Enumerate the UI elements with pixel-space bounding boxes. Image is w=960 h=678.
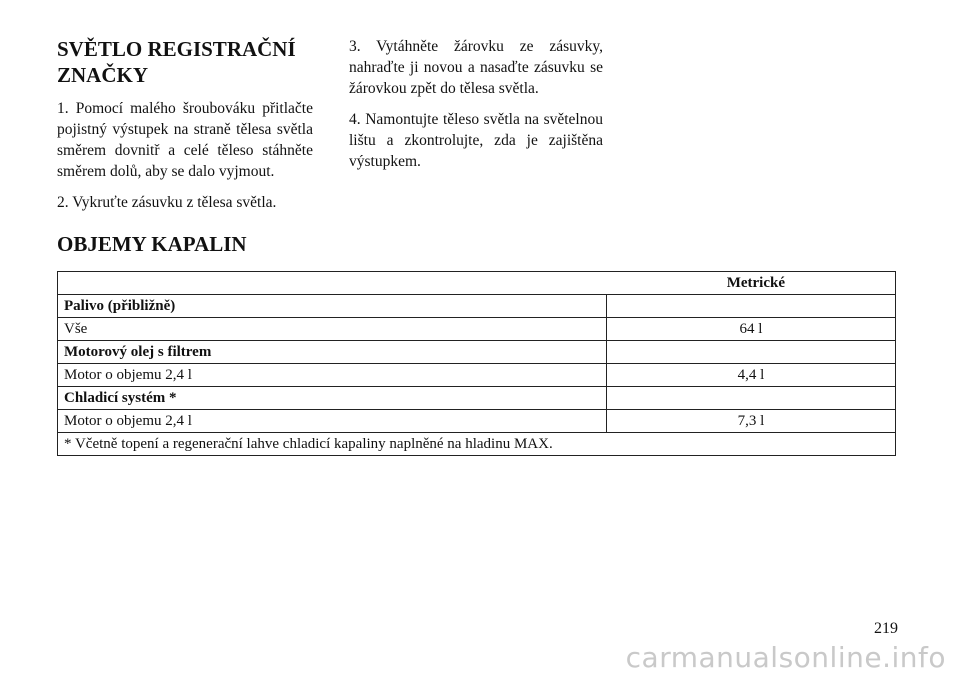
page-number: 219 [874,620,898,637]
paragraph-step-2: 2. Vykruťte zásuvku z tělesa světla. [57,194,277,211]
table-row-value: 7,3 l [607,410,896,433]
right-column [349,36,603,182]
left-column [57,36,313,223]
watermark: carmanualsonline.info [625,641,946,674]
table-row-value [607,387,896,410]
table-row [58,341,896,364]
paragraph-step-3: 3. Vytáhněte žárovku ze zásuvky, nahraďte ji novou a nasaďte zásuvku se žárovkou zpět do tělesa světla. [349,38,603,97]
table-row-value [607,341,896,364]
fluid-capacities-table [57,271,896,456]
table-row-value: 64 l [607,318,896,341]
table-row [58,410,896,433]
table-row [58,387,896,410]
table-footnote-row [58,433,896,456]
table-header-row [58,272,896,295]
paragraph-step-1: 1. Pomocí malého šroubováku přitlačte pojistný výstupek na straně tělesa světla směrem dovnitř a celé těleso stáhněte směrem dolů, aby se dalo vyjmout. [57,100,313,180]
table-row-label: Chladicí systém * [58,387,607,410]
table-row-label: Motorový olej s filtrem [58,341,607,364]
table-row [58,318,896,341]
table-row-value [607,295,896,318]
table-footnote: * Včetně topení a regenerační lahve chladicí kapaliny naplněné na hladinu MAX. [58,433,896,456]
table-row-label: Vše [58,318,607,341]
paragraph-step-4: 4. Namontujte těleso světla na světelnou lištu a zkontrolujte, zda je zajištěna výstupkem. [349,111,603,170]
table-row [58,364,896,387]
section-heading-fluid-capacities: OBJEMY KAPALIN [57,232,247,256]
table-row-label: Motor o objemu 2,4 l [58,410,607,433]
table-row-value: 4,4 l [607,364,896,387]
table-row-label: Palivo (přibližně) [58,295,607,318]
section-heading-license-light: SVĚTLO REGISTRAČNÍ ZNAČKY [57,37,296,87]
table-row-label: Motor o objemu 2,4 l [58,364,607,387]
table-row [58,295,896,318]
table-header-metric: Metrické [58,272,896,295]
